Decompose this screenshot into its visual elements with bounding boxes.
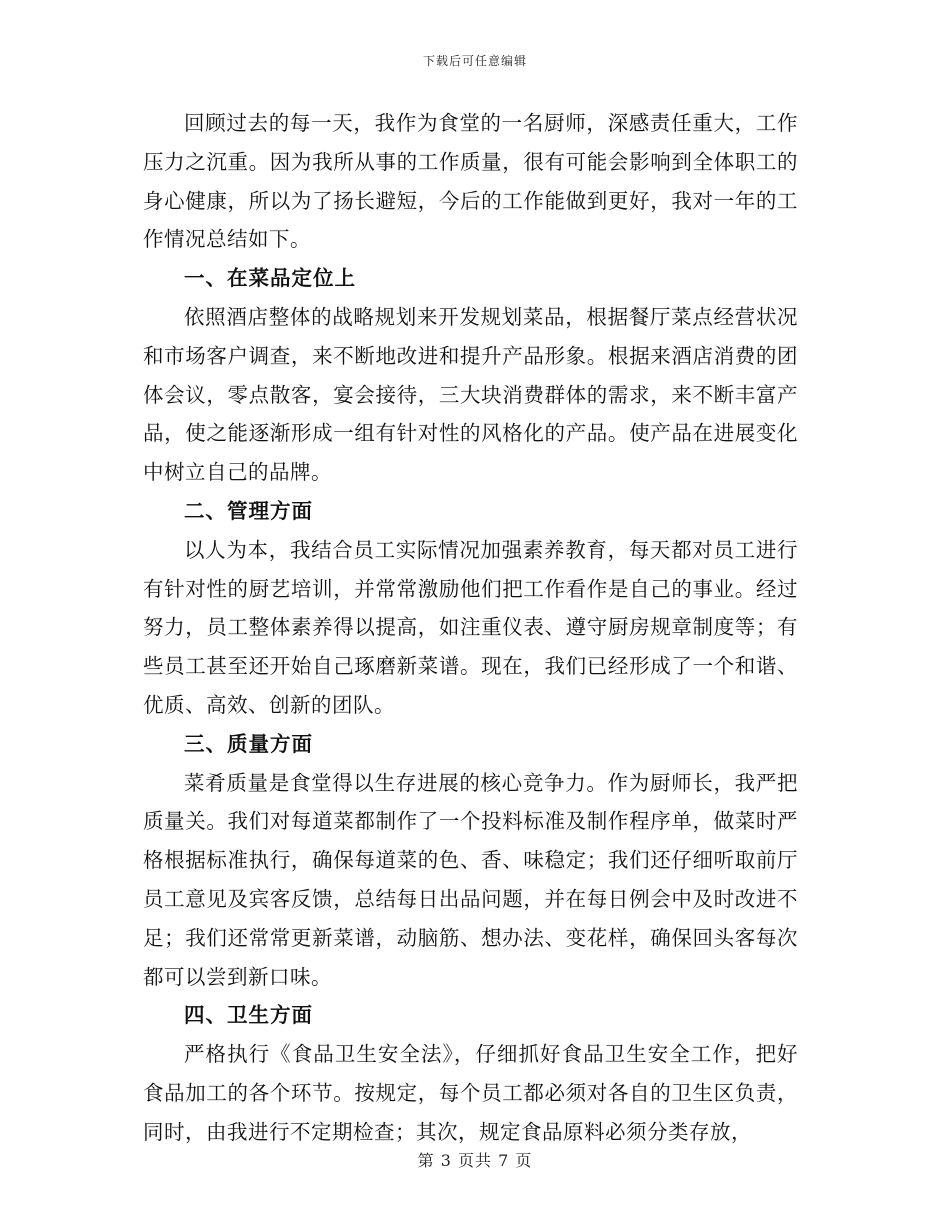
section-heading-1: 一、在菜品定位上 [184,266,356,291]
page-footer: 第 3 页共 7 页 [417,1151,533,1170]
intro-paragraph: 回顾过去的每一天，我作为食堂的一名厨师，深感责任重大，工作压力之沉重。因为我所从事的工作质量，很有可能会影响到全体职工的身心健康，所以为了扬长避短，今后的工作能做到更好，我对一年的工作情况总结如下。 [143,111,798,252]
section-heading-3: 三、质量方面 [184,731,313,756]
section-paragraph-2: 以人为本，我结合员工实际情况加强素养教育，每天都对员工进行有针对性的厨艺培训，并常常激励他们把工作看作是自己的事业。经过努力，员工整体素养得以提高，如注重仪表、遵守厨房规章制度等；有些员工甚至还开始自己琢磨新菜谱。现在，我们已经形成了一个和谐、优质、高效、创新的团队。 [143,537,798,717]
section-heading-4: 四、卫生方面 [184,1003,313,1028]
section-heading-2: 二、管理方面 [184,498,313,523]
document-body [143,104,798,1152]
section-paragraph-4: 严格执行《食品卫生安全法》，仔细抓好食品卫生安全工作，把好食品加工的各个环节。按规定，每个员工都必须对各自的卫生区负责，同时，由我进行不定期检查；其次，规定食品原料必须分类存放， [143,1042,798,1144]
section-paragraph-1: 依照酒店整体的战略规划来开发规划菜品，根据餐厅菜点经营状况和市场客户调查，来不断地改进和提升产品形象。根据来酒店消费的团体会议，零点散客，宴会接待，三大块消费群体的需求，来不断丰富产品，使之能逐渐形成一组有针对性的风格化的产品。使产品在进展变化中树立自己的品牌。 [143,304,798,485]
page-header: 下载后可任意编辑 [422,54,527,68]
section-paragraph-3: 菜肴质量是食堂得以生存进展的核心竞争力。作为厨师长，我严把质量关。我们对每道菜都制作了一个投料标准及制作程序单，做菜时严格根据标准执行，确保每道菜的色、香、味稳定；我们还仔细听取前厅员工意见及宾客反馈，总结每日出品问题，并在每日例会中及时改进不足；我们还常常更新菜谱，动脑筋、想办法、变花样，确保回头客每次都可以尝到新口味。 [143,770,798,989]
